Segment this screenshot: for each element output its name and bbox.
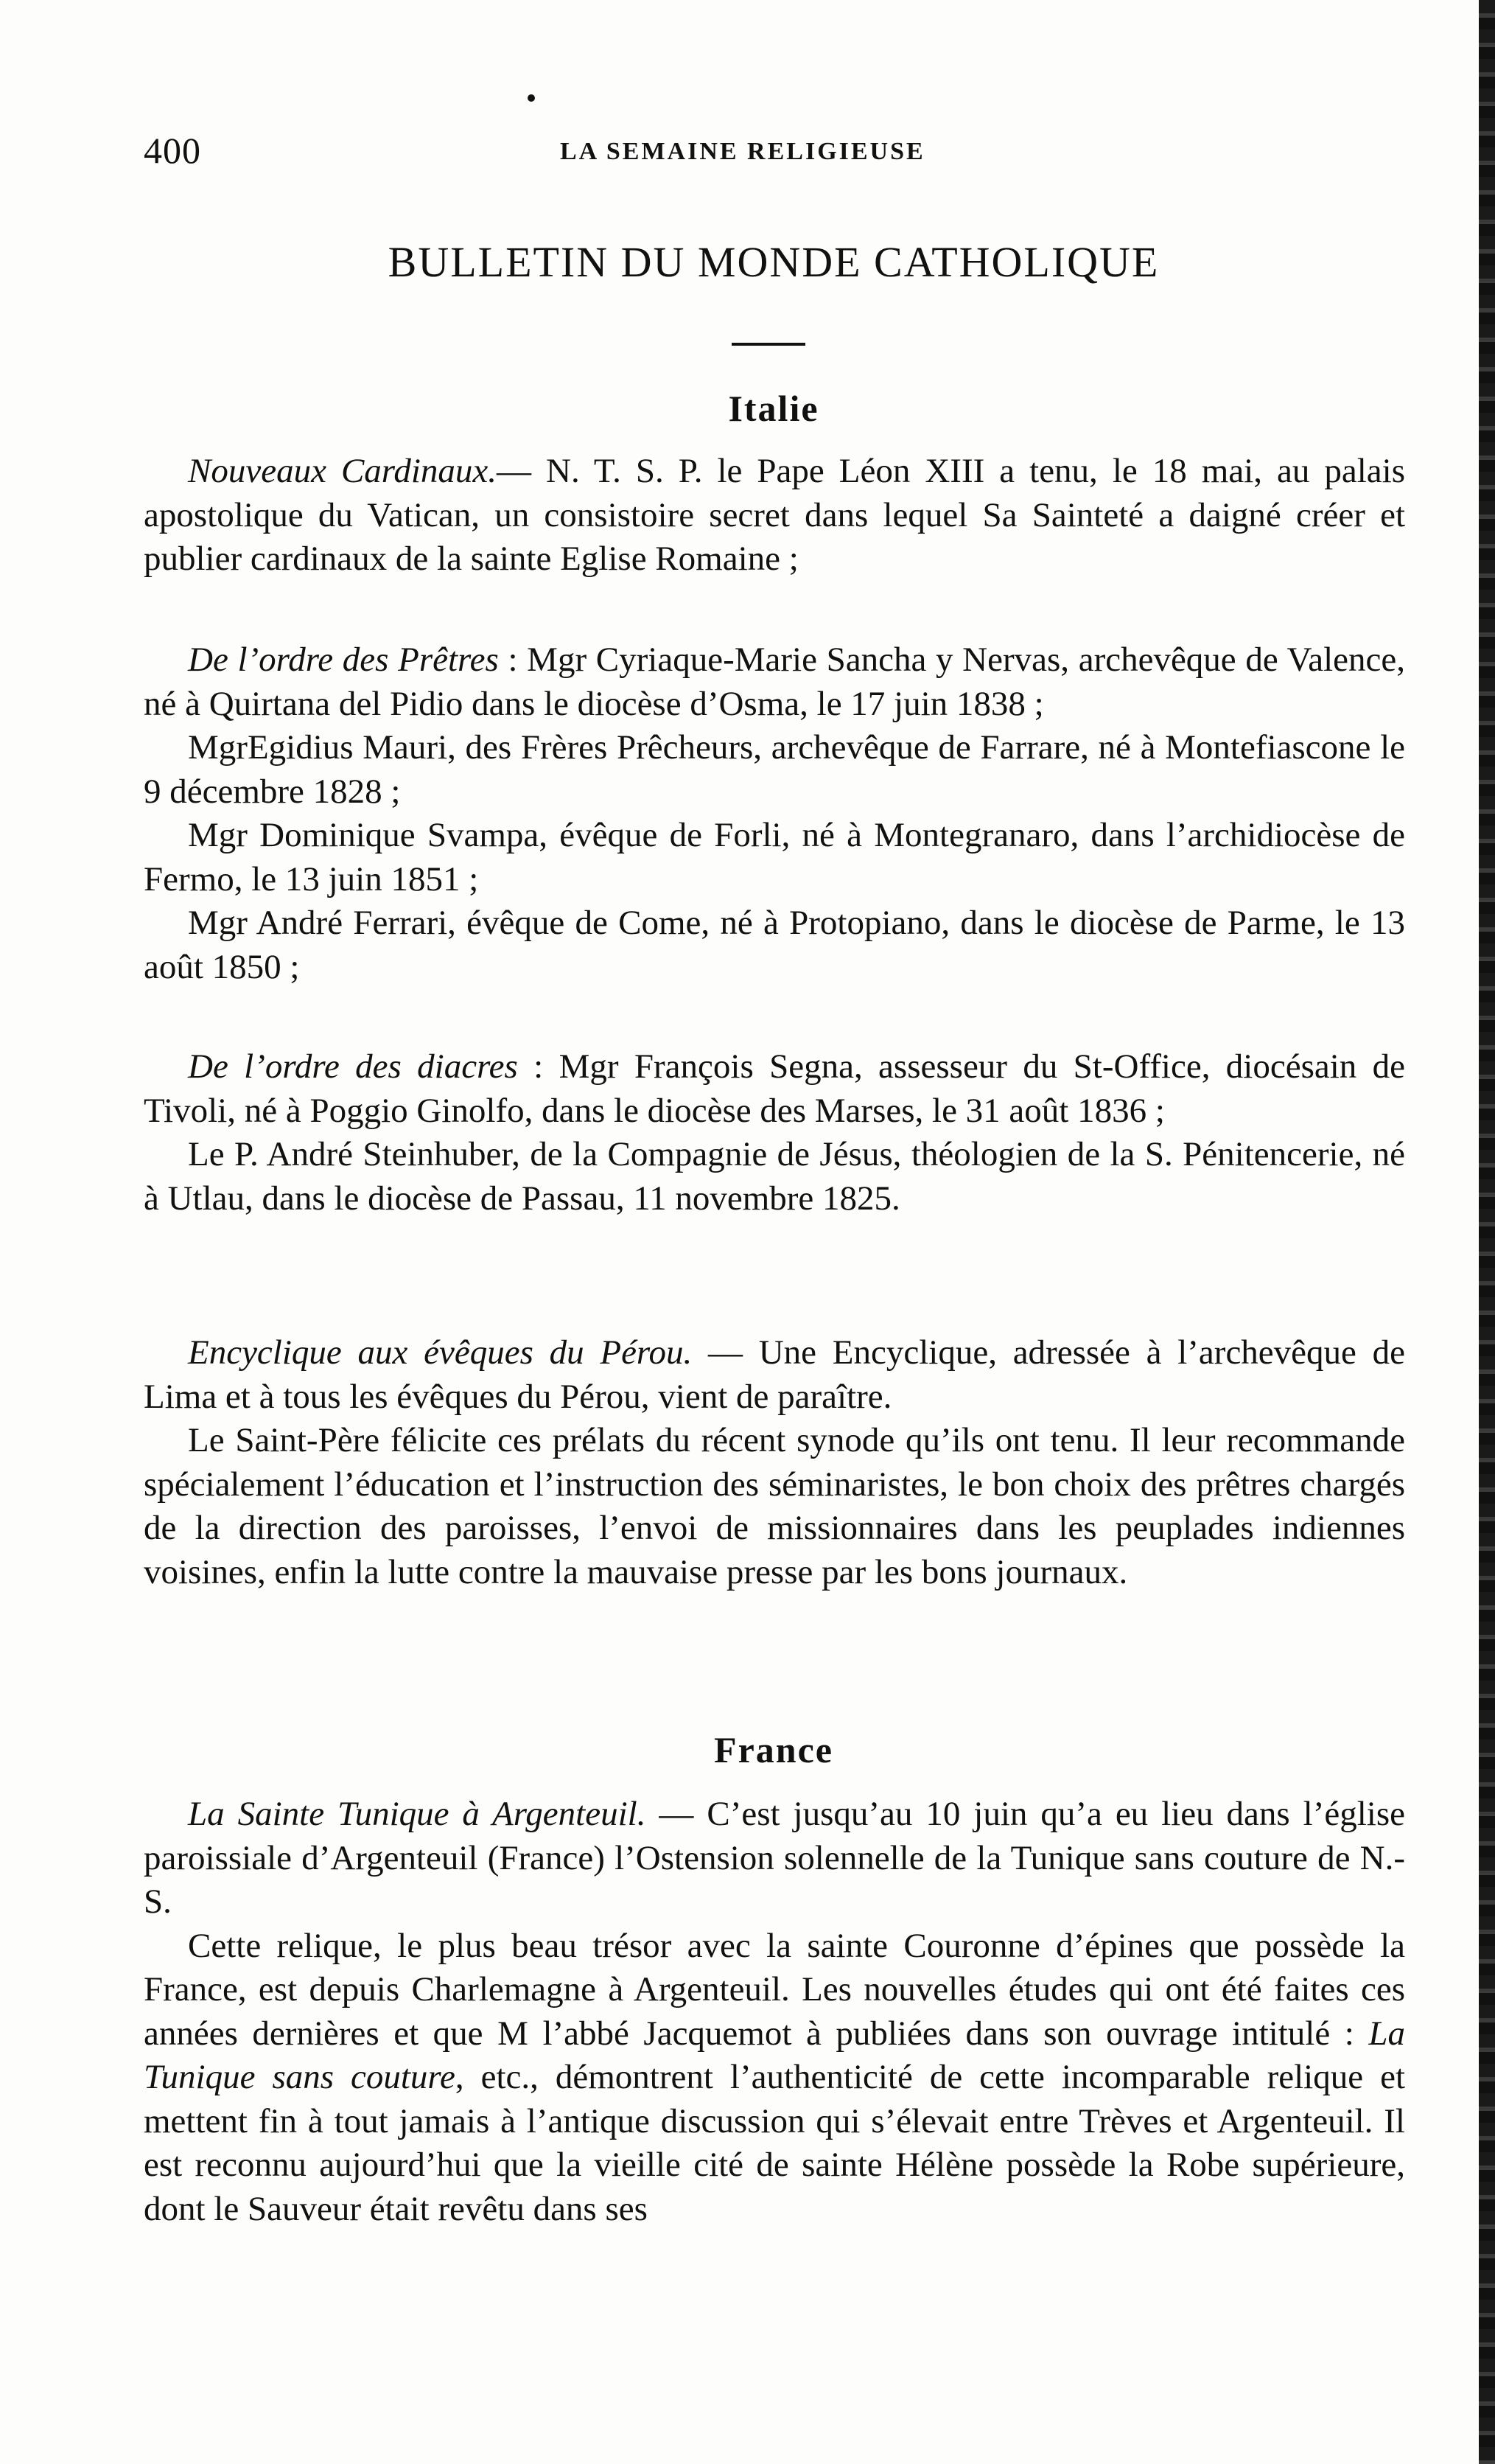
running-head [144,129,1404,173]
lead-cardinaux: Nouveaux Cardinaux. [188,452,497,490]
paragraph-egidius: MgrEgidius Mauri, des Frères Prêcheurs, archevêque de Farrare, né à Montefiascone le 9 décembre 1828 ; [144,728,1405,811]
text-relique-before: Cette relique, le plus beau trésor avec la sainte Couronne d’épines que possède la France, est depuis Charlemagne à Argenteuil. Les nouvelles études qui ont été faites ces années dernières et que M l’abbé Jacquemot à publiées dans son ouvrage intitulé : [144,1926,1405,2053]
print-dot [528,94,535,102]
paragraph-ferrari: Mgr André Ferrari, évêque de Come, né à Protopiano, dans le diocèse de Parme, le 13 août 1850 ; [144,904,1405,986]
page-edge-shadow [1479,0,1495,2464]
paragraph-steinhuber: Le P. André Steinhuber, de la Compagnie de Jésus, théologien de la S. Pénitencerie, né à Utlau, dans le diocèse de Passau, 11 novembre 1825. [144,1135,1405,1218]
bulletin-title: BULLETIN DU MONDE CATHOLIQUE [388,238,1160,286]
lead-pretres: De l’ordre des Prêtres [188,641,499,679]
page-number: 400 [144,130,201,171]
lead-diacres: De l’ordre des diacres [188,1047,518,1086]
text-cardinaux: — N. T. S. P. le Pape Léon XIII a tenu, le 18 mai, au palais apostolique du Vatican, un consistoire secret dans lequel Sa Sainteté a daigné créer et publier cardinaux de la sainte Eglise Romaine ; [144,452,1405,578]
text-encyclique: — Une Encyclique, adressée à l’archevêque de Lima et à tous les évêques du Pérou, vient de paraître. [144,1333,1405,1416]
book-title-tunique: La Tunique sans couture [144,2014,1405,2096]
italie-diacres-block [144,1045,1405,1221]
paragraph-saint-pere: Le Saint-Père félicite ces prélats du récent synode qu’ils ont tenu. Il leur recommande spécialement l’éducation et l’instruction des séminaristes, le bon choix des prêtres chargés de la direction des paroisses, l’envoi de missionnaires dans les peuplades indiennes voisines, enfin la lutte contre la mauvaise presse par les bons journaux. [144,1421,1405,1591]
lead-tunique: La Sainte Tunique à Argenteuil. [188,1795,646,1833]
paragraph-cardinaux [144,450,1405,582]
section-heading-france: France [714,1729,833,1770]
title-rule [732,343,805,346]
italie-cardinaux-block [144,450,1405,582]
paragraph-relique [144,1924,1405,2232]
text-relique-after: , etc., démontrent l’authenticité de cette incomparable relique et mettent fin à tout jamais à l’antique discussion qui s’élevait entre Trèves et Argenteuil. Il est reconnu aujourd’hui que la vieille cité de sainte Hélène possède la Robe supérieure, dont le Sauveur était revêtu dans ses [144,2058,1406,2228]
france-tunique-block [144,1793,1405,2231]
text-diacres: : Mgr François Segna, assesseur du St-Office, diocésain de Tivoli, né à Poggio Ginolfo, dans le diocèse des Marses, le 31 août 1836 ; [144,1047,1406,1130]
section-heading-italie: Italie [728,388,819,429]
text-tunique: — C’est jusqu’au 10 juin qu’a eu lieu dans l’église paroissiale d’Argenteuil (France) l’Ostension solennelle de la Tunique sans couture de N.-S. [144,1795,1405,1921]
journal-title: LA SEMAINE RELIGIEUSE [560,138,925,165]
lead-encyclique: Encyclique aux évêques du Pérou. [188,1333,693,1372]
paragraph-diacres [144,1045,1405,1133]
paragraph-svampa: Mgr Dominique Svampa, évêque de Forli, né à Montegranaro, dans l’archidiocèse de Fermo, le 13 juin 1851 ; [144,816,1405,898]
text-pretres: : Mgr Cyriaque-Marie Sancha y Nervas, archevêque de Valence, né à Quirtana del Pidio dans le diocèse d’Osma, le 17 juin 1838 ; [144,641,1406,723]
paragraph-tunique [144,1793,1405,1924]
paragraph-encyclique [144,1331,1405,1419]
paragraph-pretres [144,638,1405,726]
italie-pretres-block [144,638,1405,989]
italie-encyclique-block [144,1331,1405,1594]
